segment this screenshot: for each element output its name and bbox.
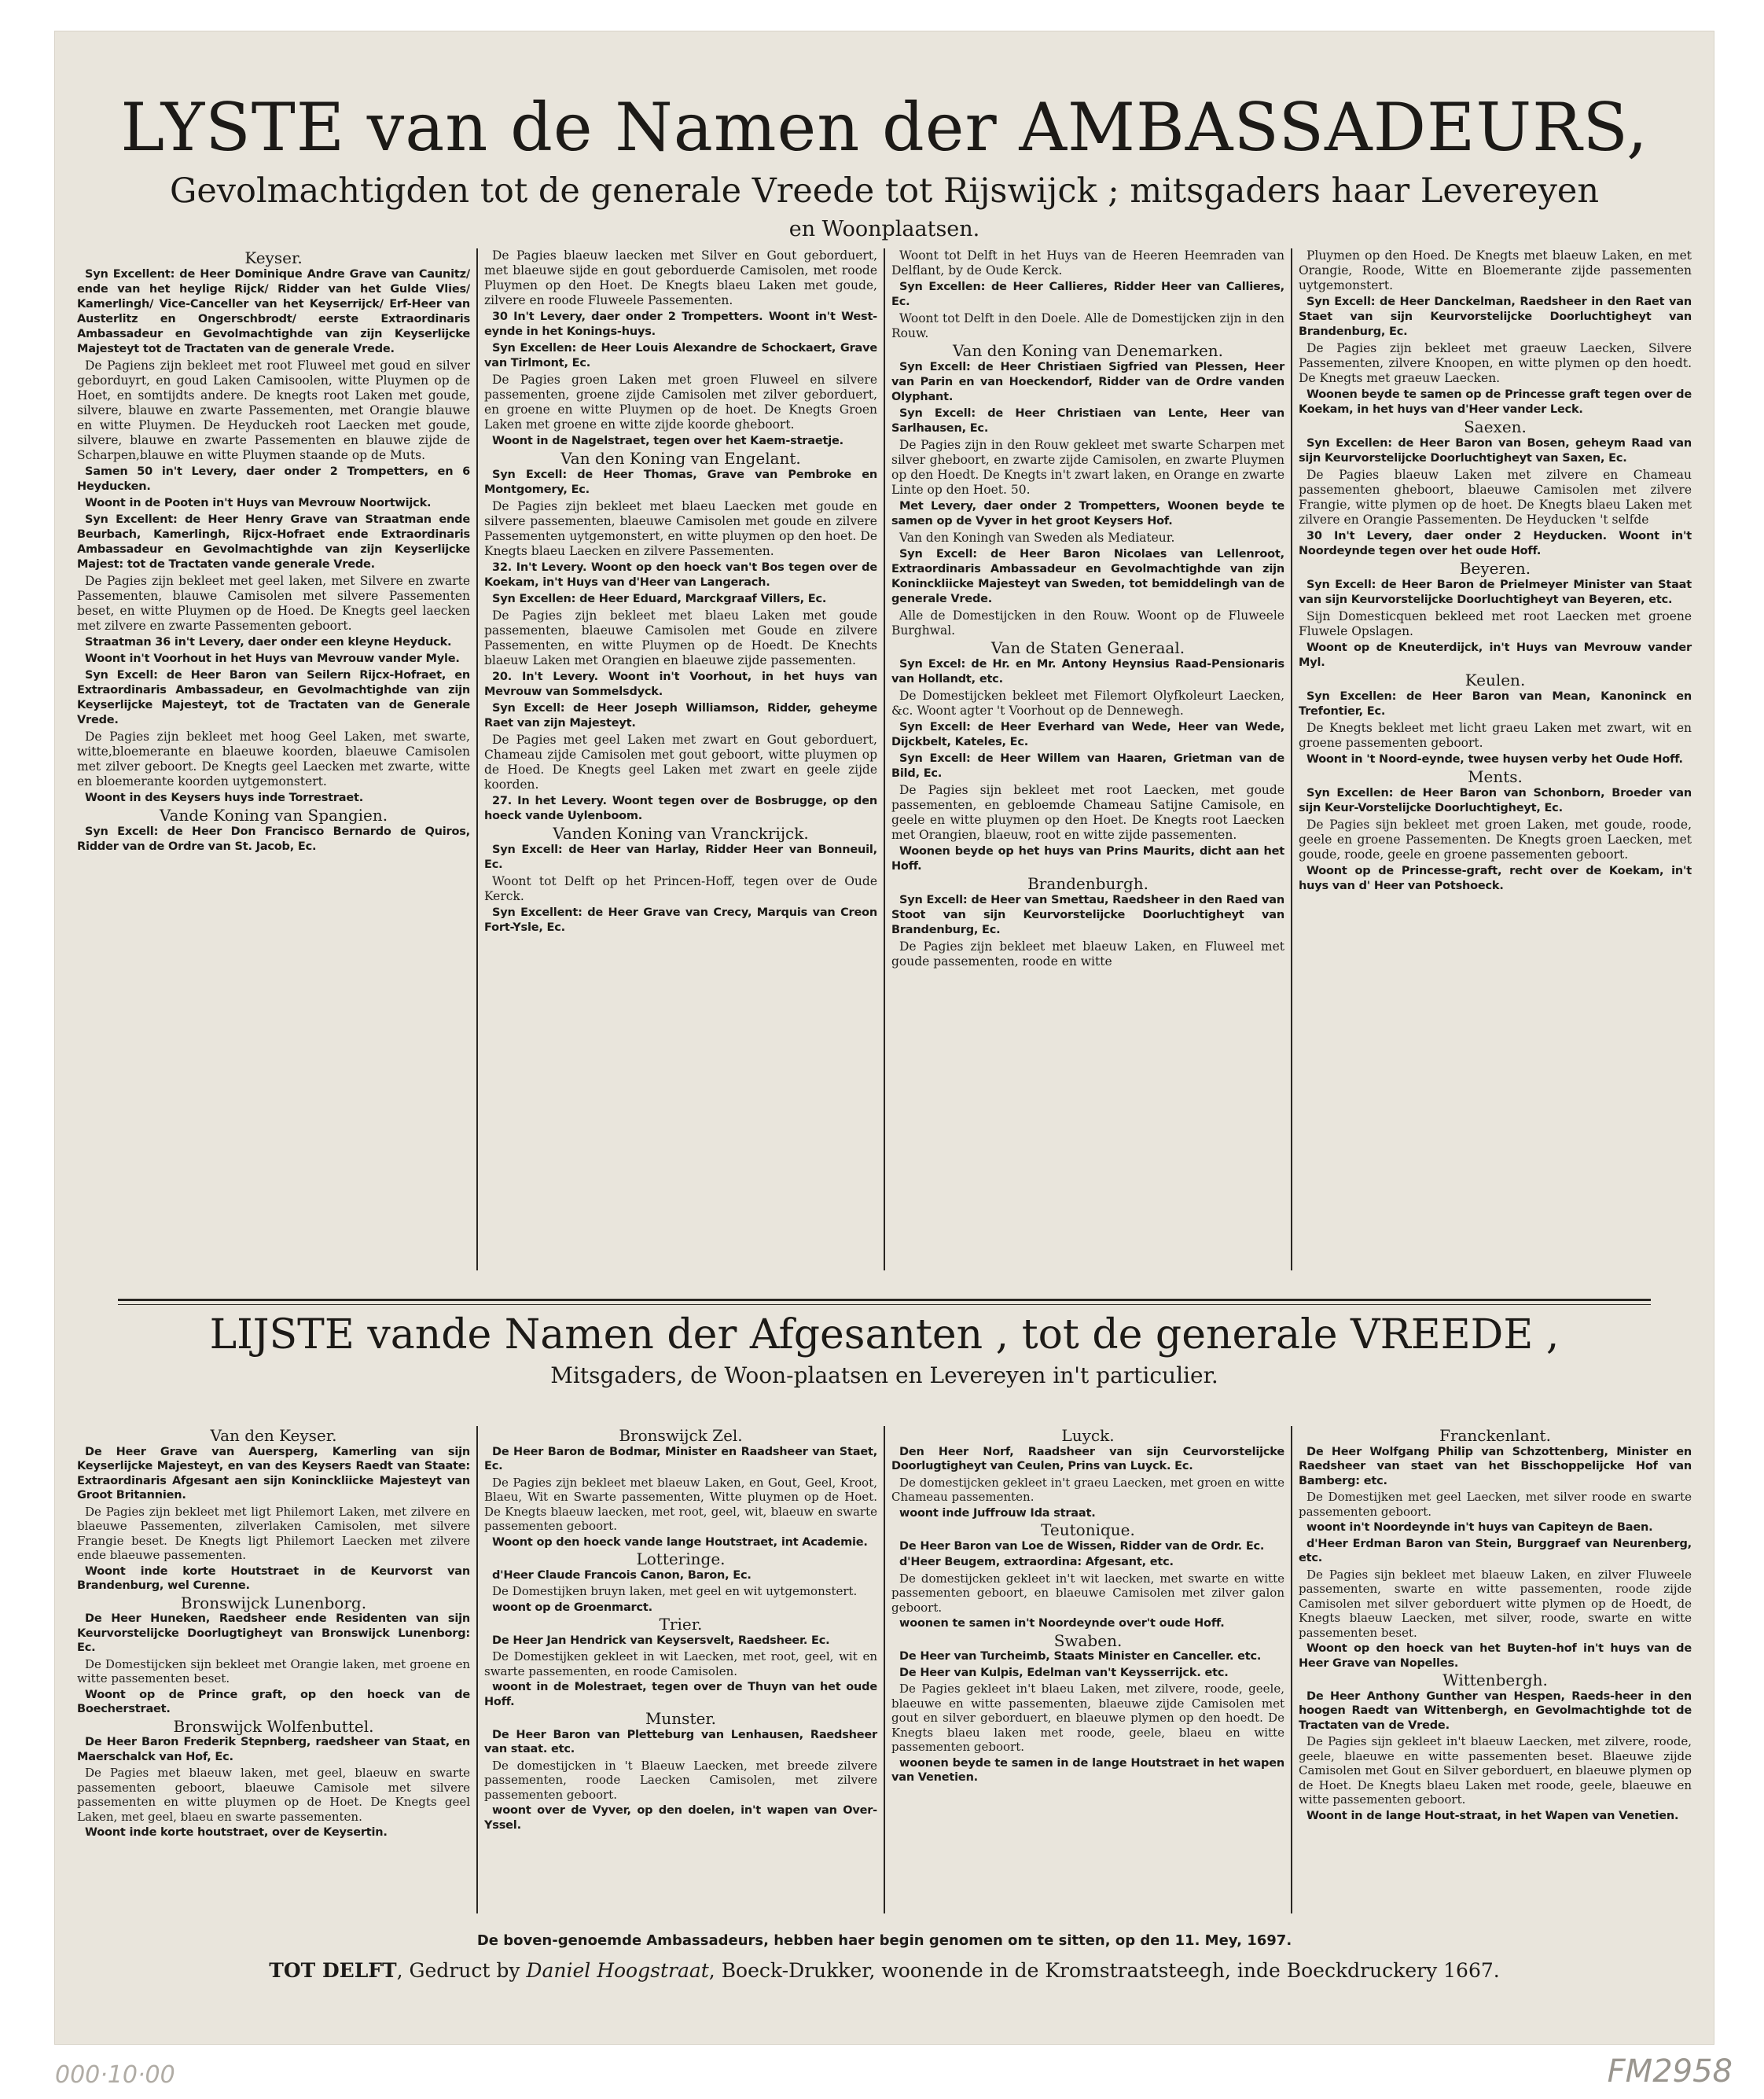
entry-blackletter: d'Heer Erdman Baron van Stein, Burggraef van Neurenberg, etc. [1299,1537,1692,1564]
entry-blackletter: woont over de Vyver, op den doelen, in't wapen van Over-Yssel. [484,1804,877,1832]
entry-text: De Pagiens zijn bekleet met root Fluweel met goud en silver geborduyrt, en goud Laken Camisoolen, witte Pluymen op de Hoet, en somtijdts andere. De knegts root Laken met goude, silvere, blauwe en zwarte Passementen, met Orangie blauwe en witte Pluymen. De Heyduckeh root Laecken met goude, silvere, blauwe en zwarte Passementen en blauwe zijde de Scharpen,blauwe en witte Pluymen staande op de Muts. [77,358,470,462]
entry-blackletter: Syn Excellent: de Heer Grave van Crecy, Marquis van Creon Fort-Ysle, Ec. [484,906,877,934]
entry-text: Alle de Domestijcken in den Rouw. Woont op de Fluweele Burghwal. [891,608,1284,638]
session-note: De boven-genoemde Ambassadeurs, hebben haer begin genomen om te sitten, op den 11. Mey, 1697. [476,1932,1292,1949]
column [71,248,476,1270]
section-divider [118,1299,1651,1301]
column [884,248,1291,1270]
entry-heading: Teutonique. [1041,1520,1135,1539]
entry-heading: Swaben. [1053,1630,1123,1650]
entry-blackletter: De Heer Baron Frederik Stepnberg, raedsheer van Staat, en Maerschalck van Hof, Ec. [77,1736,470,1763]
ambassador-columns [71,248,1698,1270]
envoy-columns [71,1426,1698,1913]
entry-heading: Vanden Koning van Vranckrijck. [553,824,809,843]
entry-heading: Van den Koning van Denemarken. [952,341,1224,360]
entry-blackletter: Woont op de Prince graft, op den hoeck van de Boecherstraet. [77,1688,470,1715]
entry-blackletter: Syn Excellen: de Heer Baron van Schonborn, Broeder van sijn Keur-Vorstelijcke Doorluchtigheyt, Ec. [1299,787,1692,814]
entry-blackletter: woont inde Juffrouw Ida straat. [899,1506,1096,1520]
entry-text: De Pagies zijn bekleet met blaeuw Laken, en Gout, Geel, Kroot, Blaeu, Wit en Swarte passementen, Witte pluymen op de Hoet. De Knegts blaeuw laecken, met root, geel, wit, blaeuw en swarte passementen geboort. [484,1475,877,1533]
entry-text: Sijn Domesticquen bekleed met root Laecken met groene Fluwele Opslagen. [1299,609,1692,638]
entry-text: Woont tot Delft in het Huys van de Heeren Heemraden van Delflant, by de Oude Kerck. [891,248,1284,278]
entry-blackletter: woont in de Molestraet, tegen over de Thuyn van het oude Hoff. [484,1681,877,1708]
entry-blackletter: Woonen beyde te samen op de Princesse graft tegen over de Koekam, in het huys van d'Heer vander Leck. [1299,388,1692,416]
entry-heading: Luyck. [1061,1426,1115,1445]
entry-blackletter: Syn Excell: de Heer Baron de Prielmeyer Minister van Staat van sijn Keurvorstelijcke Doorluchtigheyt van Beyeren, etc. [1299,579,1692,606]
entry-heading: Van de Staten Generaal. [990,638,1185,657]
entry-blackletter: Woont in de Nagelstraet, tegen over het Kaem-straetje. [492,435,843,447]
entry-blackletter: Syn Excell: de Heer Everhard van Wede, Heer van Wede, Dijckbelt, Kateles, Ec. [891,721,1284,748]
entry-text: De Pagies zijn bekleet met blaeu Laecken met goude en silvere passementen, blaeuwe Camisolen met goude en zilvere Passementen uytgemonstert, en witte pluymen op den hoet. De Knegts blaeu Laecken en zilvere Passementen. [484,499,877,558]
inventory-mark: FM2958 [1607,2053,1733,2090]
entry-blackletter: Syn Excell: de Heer Baron van Seilern Rijcx-Hofraet, en Extraordinaris Ambassadeur, en Gevolmachtighde van zijn Keyserlijcke Majesteyt, tot de Tractaten van de Generale Vrede. [77,669,470,726]
entry-blackletter: Woont in des Keysers huys inde Torrestraet. [85,792,364,804]
entry-blackletter: Syn Excell: de Heer Joseph Williamson, Ridder, geheyme Raet van zijn Majesteyt. [484,702,877,730]
entry-text: De Pagies zijn bekleet met ligt Philemort Laken, met zilvere en blaeuwe Passementen, zilverlaken Camisolen, met silvere Frangie beset. De Knegts ligt Philemort Laecken met zilvere ende blaeuwe passementen. [77,1504,470,1562]
entry-blackletter: Woont op den hoeck van het Buyten-hof in't huys van de Heer Grave van Nopelles. [1299,1642,1692,1670]
entry-blackletter: Syn Excellen: de Heer Eduard, Marckgraaf Villers, Ec. [492,593,827,605]
entry-heading: Saexen. [1464,417,1527,436]
entry-text: De Pagies gekleet in't blaeu Laken, met zilvere, roode, geele, blaeuwe en witte passementen, blaeuwe zijde Camisolen met gout en silver geborduert, en blaeuwe plymen op den hoedt. De Knegts blaeu laken met roode, geele, blaeu en witte passementen geboort. [891,1682,1284,1754]
entry-blackletter: woont in't Noordeynde in't huys van Capiteyn de Baen. [1306,1521,1653,1534]
imprint-place: TOT DELFT [269,1959,397,1982]
entry-blackletter: De Heer Baron van Pletteburg van Lenhausen, Raedsheer van staat. etc. [484,1728,877,1755]
entry-text: Pluymen op den Hoed. De Knegts met blaeuw Laken, en met Orangie, Roode, Witte en Bloemerante zijde passementen uytgemonstert. [1299,248,1692,292]
entry-text: De Pagies zijn bekleet met blaeuw Laken, en Fluweel met goude passementen, roode en witte [891,939,1284,969]
entry-blackletter: Syn Excellen: de Heer Louis Alexandre de Schockaert, Grave van Tirlmont, Ec. [484,342,877,369]
section-subtitle: Mitsgaders, de Woon-plaatsen en Levereyen in't particulier. [550,1362,1218,1388]
entry-text: De Pagies zijn bekleet met graeuw Laecken, Silvere Passementen, zilvere Knoopen, en witte plymen op den hoedt. De Knegts met graeuw Laecken. [1299,341,1692,385]
entry-blackletter: Syn Excell: de Heer Don Francisco Bernardo de Quiros, Ridder van de Ordre van St. Jacob, Ec. [77,825,470,853]
entry-text: De Pagies sijn bekleet met groen Laken, met goude, roode, geele en groene Passementen. De Knegts groen Laecken, met goude, roode, geele en groene passementen geboort. [1299,818,1692,862]
entry-text: De Pagies sijn bekleet met blaeuw Laken, en zilver Fluweele passementen, swarte en witte passementen, roode zijde Camisolen met silver geborduert witte plymen op de Hoedt, de Knegts blaeuw Laecken, met silver, roode, swarte en witte passementen beset. [1299,1567,1692,1640]
imprint-printer: Daniel Hoogstraat [526,1959,709,1982]
entry-blackletter: Woont op den hoeck vande lange Houtstraet, int Academie. [492,1535,868,1549]
entry-heading: Brandenburgh. [1027,874,1148,893]
imprint-text-2: , Boeck-Drukker, woonende in de Kromstraatsteegh, inde Boeckdruckery 1667. [708,1959,1500,1982]
entry-heading: Beyeren. [1459,559,1531,578]
entry-blackletter: 30 In't Levery, daer onder 2 Trompetters. Woont in't West-eynde in het Konings-huys. [484,311,877,338]
entry-blackletter: Syn Excell: de Heer Christiaen van Lente, Heer van Sarlhausen, Ec. [891,407,1284,435]
entry-blackletter: Woont in 't Noord-eynde, twee huysen verby het Oude Hoff. [1306,753,1683,766]
entry-blackletter: Syn Excell: de Heer Thomas, Grave van Pembroke en Montgomery, Ec. [484,469,877,496]
entry-blackletter: d'Heer Claude Francois Canon, Baron, Ec. [492,1568,752,1582]
entry-blackletter: Syn Excell: de Heer Danckelman, Raedsheer in den Raet van Staet van sijn Keurvorstelijcke Doorluchtigheyt van Brandenburg, Ec. [1299,296,1692,338]
entry-blackletter: Syn Excellent: de Heer Henry Grave van Straatman ende Beurbach, Kamerlingh, Rijcx-Hofraet ende Extraordinaris Ambassadeur en Gevolmachtighde van zijn Keyserlijcke Majest: tot de Tractaten vande generale Vrede. [77,513,470,571]
entry-text: De Domestijcken sijn bekleet met Orangie laken, met groene en witte passementen beset. [77,1656,470,1685]
entry-blackletter: 27. In het Levery. Woont tegen over de Bosbrugge, op den hoeck vande Uylenboom. [484,795,877,822]
section-title: LIJSTE vande Namen der Afgesanten , tot de generale VREEDE , [209,1311,1560,1358]
entry-blackletter: De Heer Baron van Loe de Wissen, Ridder van de Ordr. Ec. [899,1539,1265,1553]
entry-blackletter: Straatman 36 in't Levery, daer onder een kleyne Heyduck. [85,636,452,649]
entry-text: De Pagies groen Laken met groen Fluweel en silvere passementen, groene zijde Camisolen met zilver geborduert, en groene en witte Pluymen op de hoet. De Knegts Groen Laken met groene en witte zijde koorde gheboort. [484,373,877,432]
entry-blackletter: De Heer Anthony Gunther van Hespen, Raeds-heer in den hoogen Raedt van Wittenbergh, en Gevolmachtighde tot de Tractaten van de Vrede. [1299,1689,1692,1732]
entry-text: De Pagies zijn in den Rouw gekleet met swarte Scharpen met silver gheboort, en zwarte zijde Camisolen, en zwarte Pluymen op den Hoedt. De Knegts in't zwart laken, en Orange en zwarte Linte op den Hoet. 50. [891,438,1284,497]
imprint [55,1959,1714,1982]
entry-blackletter: Samen 50 in't Levery, daer onder 2 Trompetters, en 6 Heyducken. [77,465,470,493]
broadsheet [55,31,1714,2044]
entry-text: De Pagies sijn bekleet met root Laecken, met goude passementen, en gebloemde Chameau Satijne Camisole, en geele en witte pluymen op den Hoet. De Knegts root Laecken met Orangien, blaeuw, root en witte zijde passementen. [891,783,1284,842]
main-subtitle: Gevolmachtigden tot de generale Vreede tot Rijswijck ; mitsgaders haar Levereyen [169,171,1600,211]
entry-blackletter: De Heer van Kulpis, Edelman van't Keysserrijck. etc. [899,1666,1229,1679]
entry-blackletter: Syn Excellen: de Heer Callieres, Ridder Heer van Callieres, Ec. [891,281,1284,308]
entry-text: Woont tot Delft in den Doele. Alle de Domestijcken zijn in den Rouw. [891,311,1284,340]
entry-heading: Keyser. [244,248,303,267]
entry-blackletter: Woont in't Voorhout in het Huys van Mevrouw vander Myle. [85,652,460,665]
entry-blackletter: De Heer Huneken, Raedsheer ende Residenten van sijn Keurvorstelijcke Doorlugtigheyt van Bronswijck Lunenborg: Ec. [77,1612,470,1654]
entry-heading: Bronswijck Lunenborg. [180,1593,367,1612]
column [884,1426,1291,1913]
entry-text: De Pagies blaeuw Laken met zilvere en Chameau passementen gheboort, blaeuwe Camisolen met zilvere Frangie, witte plymen op de hoet. De Knegts blaeu Laken met zilvere en Orangie Passementen. De Heyducken 't selfde [1299,468,1692,527]
column [1291,1426,1698,1913]
entry-blackletter: Woont in de Pooten in't Huys van Mevrouw Noortwijck. [85,497,432,509]
entry-text: De Pagies zijn bekleet met geel laken, met Silvere en zwarte Passementen, blauwe Camisolen met silvere Passementen beset, en witte Pluymen op de Hoed. De Knegts geel laecken met zilvere en zwarte Passementen geboort. [77,574,470,633]
entry-blackletter: Met Levery, daer onder 2 Trompetters, Woonen beyde te samen op de Vyver in het groot Keysers Hof. [891,500,1284,528]
entry-text: De Domestijken gekleet in wit Laecken, met root, geel, wit en swarte passementen, en roode Camisolen. [484,1649,877,1678]
entry-blackletter: Woont op de Princesse-graft, recht over de Koekam, in't huys van d' Heer van Potshoeck. [1299,865,1692,892]
inventory-mark-left: 000·10·00 [55,2061,175,2089]
entry-blackletter: woont op de Groenmarct. [492,1601,652,1614]
entry-blackletter: 20. In't Levery. Woont in't Voorhout, in het huys van Mevrouw van Sommelsdyck. [484,671,877,698]
column [476,1426,884,1913]
entry-heading: Bronswijck Zel. [619,1426,743,1445]
entry-blackletter: Syn Excell: de Heer van Smettau, Raedsheer in den Raed van Stoot van sijn Keurvorstelijcke Doorluchtigheyt van Brandenburg, Ec. [891,894,1284,936]
entry-heading: Keulen. [1464,671,1526,689]
entry-text: Woont tot Delft op het Princen-Hoff, tegen over de Oude Kerck. [484,874,877,903]
entry-text: De Domestijcken bekleet met Filemort Olyfkoleurt Laecken, &c. Woont agter 't Voorhout op de Dennewegh. [891,689,1284,718]
entry-text: De Knegts bekleet met licht graeu Laken met zwart, wit en groene passementen geboort. [1299,721,1692,750]
entry-blackletter: Syn Excell: de Heer Willem van Haaren, Grietman van de Bild, Ec. [891,752,1284,780]
main-title: LYSTE van de Namen der AMBASSADEURS, [120,89,1648,166]
entry-blackletter: De Heer Wolfgang Philip van Schzottenberg, Minister en Raedsheer van staet van het Bisschoppelijcke Hof van Bamberg: etc. [1299,1445,1692,1487]
entry-text: De domestijcken in 't Blaeuw Laecken, met breede zilvere passementen, roode Laecken Camisolen, met zilvere passementen geboort. [484,1758,877,1802]
entry-blackletter: Syn Excellen: de Heer Baron van Mean, Kanoninck en Trefontier, Ec. [1299,690,1692,718]
entry-blackletter: 30 In't Levery, daer onder 2 Heyducken. Woont in't Noordeynde tegen over het oude Hoff. [1299,530,1692,557]
entry-blackletter: De Heer Baron de Bodmar, Minister en Raadsheer van Staet, Ec. [484,1445,877,1472]
entry-blackletter: Woonen beyde op het huys van Prins Maurits, dicht aan het Hoff. [891,845,1284,873]
entry-blackletter: Syn Excell: de Heer van Harlay, Ridder Heer van Bonneuil, Ec. [484,844,877,871]
entry-heading: Bronswijck Wolfenbuttel. [173,1716,374,1736]
entry-blackletter: woonen te samen in't Noordeynde over't oude Hoff. [899,1617,1225,1630]
entry-heading: Trier. [659,1615,703,1634]
entry-text: Van den Koningh van Sweden als Mediateur. [899,531,1175,545]
entry-text: De Pagies sijn gekleet in't blaeuw Laecken, met zilvere, roode, geele, blaeuwe en witte passementen beset. Blaeuwe zijde Camisolen met Gout en Silver geborduert, en blaeuwe plymen op de Hoet. De Knegts blaeu Laken met roode, geele, blaeuwe en witte passementen geboort. [1299,1734,1692,1807]
entry-text: De Pagies zijn bekleet met blaeu Laken met goude passementen, blaeuwe Camisolen met Goude en zilvere Passementen, en witte Pluymen op de Hoedt. De Knechts blaeuw Laken met Orangien en blaeuwe zijde passementen. [484,608,877,667]
entry-text: De Pagies blaeuw laecken met Silver en Gout geborduert, met blaeuwe sijde en gout geborduerde Camisolen, met roode Pluymen op den Hoet. De Knegts blaeu Laken met goude, zilvere en roode Fluweele Passementen. [484,248,877,307]
main-subtitle-line2: en Woonplaatsen. [788,217,980,241]
entry-blackletter: Den Heer Norf, Raadsheer van sijn Ceurvorstelijcke Doorlugtigheyt van Ceulen, Prins van Luyck. Ec. [891,1445,1284,1472]
column [476,248,884,1270]
entry-blackletter: Syn Excell: de Heer Baron Nicolaes van Lellenroot, Extraordinaris Ambassadeur en Gevolmachtighde van zijn Koninckliicke Majesteyt van Sweden, tot bemiddelingh van de generale Vrede. [891,548,1284,605]
entry-blackletter: Woont in de lange Hout-straat, in het Wapen van Venetien. [1306,1809,1679,1822]
entry-heading: Wittenbergh. [1442,1671,1548,1689]
entry-heading: Ments. [1468,767,1523,786]
entry-blackletter: Syn Excel: de Hr. en Mr. Antony Heynsius Raad-Pensionaris van Hollandt, etc. [891,658,1284,686]
entry-heading: Vande Koning van Spangien. [159,806,388,825]
entry-text: De Pagies met geel Laken met zwart en Gout geborduert, Chameau zijde Camisolen met gout geboort, witte pluymen op de Hoed. De Knegts geel Laken met zwart en geele zijde koorden. [484,733,877,792]
entry-blackletter: Woont inde korte Houtstraet in de Keurvorst van Brandenburg, wel Curenne. [77,1564,470,1592]
imprint-text: , Gedruct by [396,1959,527,1982]
entry-blackletter: d'Heer Beugem, extraordina: Afgesant, etc. [899,1556,1174,1568]
entry-text: De domestijcken gekleet in't wit laecken, met swarte en witte passementen geboort, en blaeuwe Camisolen met zilver galon geboort. [891,1571,1284,1615]
entry-heading: Lotteringe. [636,1549,726,1568]
column [71,1426,476,1913]
entry-blackletter: Syn Excell: de Heer Christiaen Sigfried van Plessen, Heer van Parin en van Hoeckendorf, Ridder van de Ordre vanden Olyphant. [891,361,1284,403]
column [1291,248,1698,1270]
entry-text: De Pagies zijn bekleet met hoog Geel Laken, met swarte, witte,bloemerante en blaeuwe koorden, blaeuwe Camisolen met zilver geboort. De Knegts geel Laecken met zwarte, witte en bloemerante koorden uytgemonstert. [77,730,470,789]
entry-blackletter: Syn Excellen: de Heer Baron van Bosen, geheym Raad van sijn Keurvorstelijcke Doorluchtigheyt van Saxen, Ec. [1299,437,1692,465]
entry-blackletter: woonen beyde te samen in de lange Houtstraet in het wapen van Venetien. [891,1756,1284,1784]
entry-blackletter: Woont op de Kneuterdijck, in't Huys van Mevrouw vander Myl. [1299,641,1692,669]
entry-blackletter: De Heer Grave van Auersperg, Kamerling van sijn Keyserlijcke Majesteyt, en van des Keysers Raedt van Staate: Extraordinaris Afgesant aen sijn Koninckliicke Majesteyt van Groot Britannien. [77,1445,470,1502]
entry-blackletter: 32. In't Levery. Woont op den hoeck van't Bos tegen over de Koekam, in't Huys van d'Heer van Langerach. [484,561,877,589]
entry-blackletter: De Heer van Turcheimb, Staats Minister en Canceller. etc. [899,1650,1262,1663]
entry-text: De Domestijken met geel Laecken, met silver roode en swarte passementen geboort. [1299,1490,1692,1519]
entry-text: De Pagies met blaeuw laken, met geel, blaeuw en swarte passementen geboort, blaeuwe Camisole met silvere passementen en witte pluymen op de Hoet. De Knegts geel Laken, met geel, blaeu en swarte passementen. [77,1766,470,1824]
entry-heading: Van den Koning van Engelant. [560,449,801,468]
entry-blackletter: De Heer Jan Hendrick van Keysersvelt, Raedsheer. Ec. [492,1634,830,1647]
entry-heading: Van den Keyser. [210,1426,337,1445]
entry-blackletter: Woont inde korte houtstraet, over de Keysertin. [85,1826,388,1839]
entry-heading: Franckenlant. [1439,1426,1551,1445]
entry-blackletter: Syn Excellent: de Heer Dominique Andre Grave van Caunitz/ ende van het heylige Rijck/ Ridder van het Gulde Vlies/ Kamerlingh/ Vice-Canceller van het Keyserrijck/ Erf-Heer van Austerlitz en Ongerschbrodt/ eerste Extraordinaris Ambassadeur en Gevolmachtighde van zijn Keyserlijcke Majesteyt tot de Tractaten van de generale Vrede. [77,268,470,355]
entry-heading: Munster. [645,1709,717,1728]
entry-text: De Domestijken bruyn laken, met geel en wit uytgemonstert. [492,1584,858,1598]
entry-text: De domestijcken gekleet in't graeu Laecken, met groen en witte Chameau passementen. [891,1475,1284,1504]
